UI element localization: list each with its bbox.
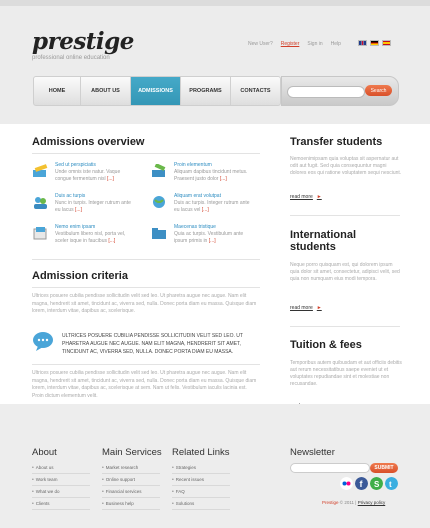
footer-link[interactable]: • Strategies <box>172 462 230 474</box>
overview-item-title[interactable]: Aliquam erat volutpat <box>174 193 221 199</box>
overview-item-text: Unde omnis iste natur. Vaque congue fermentum nisl [...] <box>55 169 121 182</box>
svg-text:S: S <box>374 480 380 489</box>
arrow-right-icon: ► <box>316 194 322 200</box>
de-flag-icon[interactable] <box>370 40 379 46</box>
overview-item-text: Quia ac turpis. Vestibulum ante ipsum primis in [...] <box>174 231 244 244</box>
copyright-text: © 2011 | <box>339 500 357 505</box>
footer-links-heading: Related Links <box>172 447 230 458</box>
overview-item-title[interactable]: Maecenas tristique <box>174 224 216 230</box>
pencil-book-icon <box>32 164 49 179</box>
overview-item <box>151 162 261 188</box>
overview-item <box>32 224 142 250</box>
newsletter-submit-button[interactable]: SUBMIT <box>370 463 398 473</box>
folder-icon <box>151 226 168 241</box>
footer-link[interactable]: • Financial services <box>102 486 160 498</box>
flickr-icon[interactable] <box>340 477 353 490</box>
transfer-students-text: Nemoenimipsam quia voluptas sit aspernatur aut odit aut fugit. Sed quia consequuntur magni dolores eos qui ratione voluptatem sequi nesciunt. <box>290 156 402 176</box>
footer-link[interactable]: • Business help <box>102 498 160 510</box>
main-nav <box>33 76 281 106</box>
footer-services-heading: Main Services <box>102 447 162 458</box>
divider <box>32 364 260 365</box>
es-flag-icon[interactable] <box>382 40 391 46</box>
newsletter-heading: Newsletter <box>290 447 335 458</box>
skype-icon[interactable] <box>370 477 383 490</box>
globe-icon <box>151 195 168 210</box>
help-link[interactable]: Help <box>330 41 341 47</box>
top-strip <box>0 0 430 6</box>
divider <box>290 215 400 216</box>
users-icon <box>32 195 49 210</box>
arrow-right-icon: ► <box>316 305 322 311</box>
footer-link[interactable]: • About us <box>32 462 90 474</box>
speech-bubble-icon <box>32 331 54 351</box>
pencil-icon <box>151 164 168 179</box>
footer-link[interactable]: • Solutions <box>172 498 230 510</box>
footer-link[interactable]: • Clients <box>32 498 90 510</box>
copyright <box>322 500 385 505</box>
footer-about-list <box>32 462 90 510</box>
international-read-more-link[interactable]: read more ► <box>290 305 322 311</box>
privacy-policy-link[interactable]: Privacy policy <box>357 500 386 505</box>
overview-item-text: Nunc in turpis. Integer rutrum ante eu lacus [...] <box>55 200 131 213</box>
overview-item <box>32 193 142 219</box>
overview-item-title[interactable]: Proin elementum <box>174 162 212 168</box>
overview-item <box>32 162 142 188</box>
divider <box>32 287 260 288</box>
footer-link[interactable]: • FAQ <box>172 486 230 498</box>
copyright-brand: Prestige <box>322 500 339 505</box>
sign-in-link[interactable]: Sign in <box>307 41 323 47</box>
criteria-quote: ULTRICES POSUERE CUBILIA PENDISSE SOLLICITUDIN VELIT SED LEO. UT PHARETRA AUGUE NEC AUGUE. NAM ELIT MAGNA, HENDRERIT SIT AMET, TINCIDUNT AC, VIVERRA SED, NULLA. DONEC PORTA DIAM EU MASSA. <box>62 333 243 355</box>
newsletter-email-input[interactable] <box>290 463 370 473</box>
divider <box>32 259 260 260</box>
overview-item-text: Duis ac turpis. Integer rutrum ante eu lacus vel [...] <box>174 200 250 213</box>
footer-link[interactable]: • Online support <box>102 474 160 486</box>
overview-item-title[interactable]: Sed ut perspiciatis <box>55 162 96 168</box>
international-students-heading: International students <box>290 229 357 253</box>
search-button[interactable]: Search <box>365 85 392 96</box>
new-user-text: New User? <box>248 41 273 47</box>
divider <box>32 153 260 154</box>
international-students-text: Neque porro quisquam est, qui dolorem ipsum quia dolor sit amet, consectetur, adipisci velit, sed quia non numquam eius modi tempora. <box>290 262 400 282</box>
register-link[interactable]: Register <box>280 41 300 47</box>
overview-item-title[interactable]: Nemo enim ipsam <box>55 224 96 230</box>
nav-contacts[interactable]: CONTACTS <box>240 88 271 94</box>
footer-link[interactable]: • What we do <box>32 486 90 498</box>
admission-criteria-heading: Admission criteria <box>32 270 128 282</box>
footer-link[interactable]: • Work team <box>32 474 90 486</box>
divider <box>290 326 400 327</box>
uk-flag-icon[interactable] <box>358 40 367 46</box>
document-icon <box>32 226 49 241</box>
footer-links-list <box>172 462 230 510</box>
logo[interactable]: prestige <box>32 28 134 55</box>
language-flags <box>358 40 391 46</box>
nav-programs[interactable]: PROGRAMS <box>181 77 231 105</box>
tuition-fees-heading: Tuition & fees <box>290 339 362 351</box>
criteria-paragraph: Ultrices posuere cubilia pendisse sollicitudin velit sed leo. Ut pharetra augue nec augue. Nam elit magna, hendrerit sit amet, tincidunt ac, viverra sed, nulla. Donec porta diam eu massa. Quisque diam lorem, interdum vitae, dapibus ac, scelerisque at sem. Nam ut felis. Vestibulum iaculis lacinia est. Proin dictum elementum velit. <box>32 370 257 399</box>
search-input[interactable] <box>287 86 365 98</box>
transfer-read-more-link[interactable]: read more ► <box>290 194 322 200</box>
footer-link[interactable]: • Recent issues <box>172 474 230 486</box>
tagline: professional online education <box>32 55 110 61</box>
footer-services-list <box>102 462 160 510</box>
overview-item-text: Aliquam dapibus tincidunt metus. Praesent justo dolor [...] <box>174 169 248 182</box>
twitter-icon[interactable] <box>385 477 398 490</box>
svg-text:t: t <box>389 480 392 489</box>
criteria-paragraph: Ultrices posuere cubilia pendisse sollicitudin velit sed leo. Ut pharetra augue nec augue. Nam elit magna, hendrerit sit amet, tincidunt ac, viverra sed, nulla. Donec porta diam eu massa. Quisque diam lorem, interdum vitae, dapibus ac, scelerisque. <box>32 293 257 314</box>
overview-item <box>151 193 261 219</box>
footer-link[interactable]: • Market research <box>102 462 160 474</box>
top-links <box>248 41 341 47</box>
footer-about-heading: About <box>32 447 57 458</box>
admissions-overview-heading: Admissions overview <box>32 136 145 148</box>
nav-home[interactable]: HOME <box>34 77 81 105</box>
overview-item-title[interactable]: Duis ac turpis <box>55 193 86 199</box>
facebook-icon[interactable] <box>355 477 368 490</box>
nav-admissions[interactable]: ADMISSIONS <box>131 77 181 105</box>
overview-item <box>151 224 261 250</box>
svg-text:f: f <box>359 479 363 489</box>
overview-item-text: Vestibulum libero nisl, porta vel, sceler isque in faucibus [...] <box>55 231 126 244</box>
transfer-students-heading: Transfer students <box>290 136 383 148</box>
tuition-fees-text: Temporibus autem quibusdam et aut officiis debitis aut rerum necessitatibus saepe eveniet ut et voluptates repudiandae sint et molestiae non recusandae. <box>290 360 402 387</box>
nav-about-us[interactable]: ABOUT US <box>81 77 131 105</box>
